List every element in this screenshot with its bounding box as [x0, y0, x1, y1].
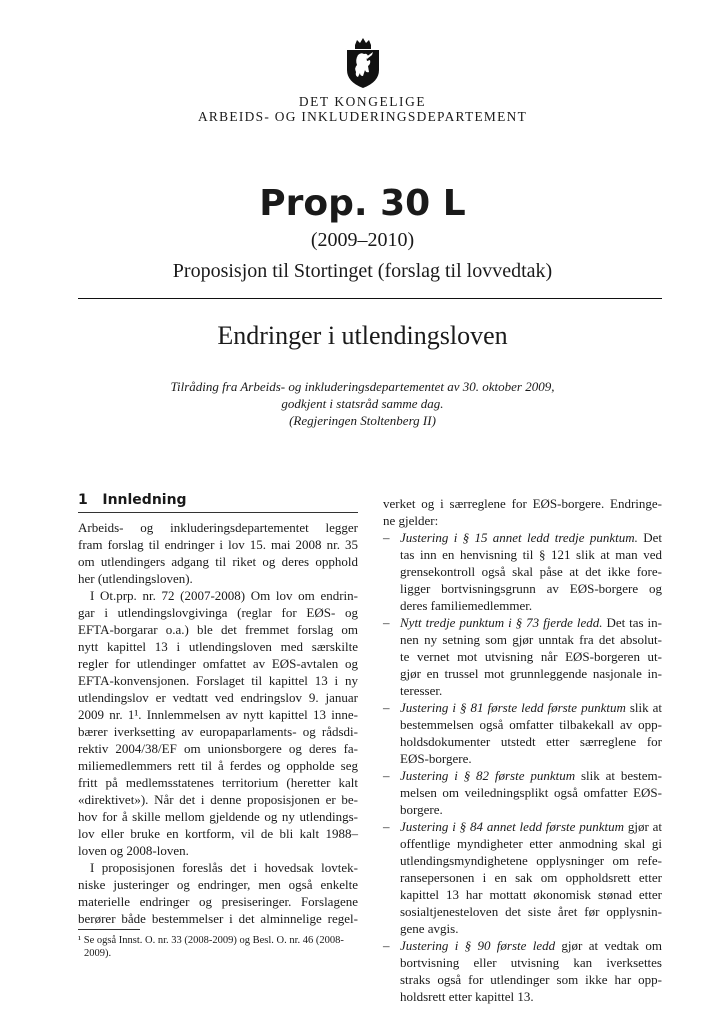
proposition-number: Prop. 30 L [259, 183, 466, 224]
list-item-line: deres familiemedlemmer. [400, 598, 533, 613]
list-item-first-line: Nytt tredje punktum i § 73 fjerde ledd. Det tas in- [400, 615, 662, 630]
body-text-line: rektiv 2004/38/EF om unionsborgere og deres fa- [78, 741, 358, 756]
body-text-line: nytt kapittel 13 i utlendingsloven med særskilte [78, 639, 358, 654]
list-item-line: te vernet mot utvisning når EØS-borgeren ut- [400, 649, 662, 664]
norwegian-coat-of-arms-icon [346, 38, 380, 88]
list-item-line: sosialtjenesteloven det siste året før opplysnin- [400, 904, 662, 919]
section-heading: 1 Innledning [78, 492, 187, 508]
body-text-line: fram forslag til endringer i lov 15. mai 2008 nr. 35 [78, 537, 358, 552]
list-item-line: holdsrett etter kapittel 13. [400, 989, 534, 1004]
department-line-1: DET KONGELIGE [298, 94, 427, 109]
session-years: (2009–2010) [310, 229, 415, 251]
list-item-first-line: Justering i § 81 første ledd første punktum slik at [400, 700, 662, 715]
list-bullet-dash: – [383, 700, 390, 715]
list-bullet-dash: – [383, 615, 390, 630]
list-item-line: ransepersonen i en sak om oppholdsrett etter [400, 870, 662, 885]
body-text-line: fritt på medlemsstatenes territorium (heretter kalt [78, 775, 358, 790]
list-item-first-line: Justering i § 90 første ledd gjør at vedtak om [400, 938, 662, 953]
list-item-first-line: Justering i § 15 annet ledd tredje punktum. Det [400, 530, 662, 545]
body-text-line: hov for å skille mellom gjeldende og ny utlendings- [78, 809, 358, 824]
footnote-rule [78, 929, 140, 930]
list-bullet-dash: – [383, 938, 390, 953]
body-text-line: bærer iverksetting av europaparlaments- og rådsdi- [78, 724, 358, 739]
body-text-line: Arbeids- og inkluderingsdepartementet legger [78, 520, 358, 535]
body-text-line: niske justeringer og endringer, men også enkelte [78, 877, 358, 892]
list-item-line: bestemmelsen også omfatter tilbakekall av opp- [400, 717, 662, 732]
body-text-line: I proposisjonen foreslås det i hovedsak lovtek- [90, 860, 358, 875]
list-item-line: melsen om veiledningsplikt også omfatter EØS- [400, 785, 662, 800]
list-item-line: holdsdokumenter utstedt etter særreglene for [400, 734, 662, 749]
body-text-line: materielle endringer og presiseringer. Forslagene [78, 894, 358, 909]
approval-line-3: (Regjeringen Stoltenberg II) [289, 413, 436, 428]
list-item-line: gene avgis. [400, 921, 459, 936]
approval-line-2: godkjent i statsråd samme dag. [281, 396, 444, 411]
body-text-line: utlendingslov er vedtatt ved endringslov 9. januar [78, 690, 358, 705]
body-text-line: 2009 nr. 1¹. Innlemmelsen av nytt kapittel 13 inne- [78, 707, 358, 722]
list-item-line: bortvisning eller utvisning kan iverksettes [400, 955, 662, 970]
footnote-line-1: ¹ Se også Innst. O. nr. 33 (2008-2009) og Besl. O. nr. 46 (2008- [78, 935, 344, 946]
body-text-line: berører både bestemmelser i det alminnelige regel- [78, 911, 358, 926]
list-item-line: ligger bortvisningsgrunn av EØS-borgere og [400, 581, 662, 596]
list-item-line: offentlige myndigheter etter anmodning skal gi [400, 836, 662, 851]
list-bullet-dash: – [383, 819, 390, 834]
list-item-line: utlendingsmyndighetene opplysninger om refe- [400, 853, 662, 868]
heading-rule [78, 512, 358, 513]
title-divider [78, 298, 662, 299]
list-item-first-line: Justering i § 84 annet ledd første punktum gjør at [400, 819, 662, 834]
body-text-line: lov eller bruke en kortform, vil de bli kalt 1988– [78, 826, 358, 841]
body-text-line: regler for utlendinger omfattet av EØS-avtalen og [78, 656, 358, 671]
list-bullet-dash: – [383, 768, 390, 783]
body-text-line: her (utlendingsloven). [78, 571, 193, 586]
footnote-line-2: 2009). [84, 948, 112, 959]
list-item-line: borgere. [400, 802, 443, 817]
proposition-subtitle: Proposisjon til Stortinget (forslag til lovvedtak) [172, 260, 553, 282]
department-line-2: ARBEIDS- OG INKLUDERINGSDEPARTEMENT [197, 109, 528, 124]
list-item-line: straks også for utlendinger som ikke har opp- [400, 972, 662, 987]
body-text-line: ne gjelder: [383, 513, 439, 528]
list-item-first-line: Justering i § 82 første punktum slik at bestem- [400, 768, 662, 783]
body-text-line: I Ot.prp. nr. 72 (2007-2008) Om lov om endrin- [90, 588, 358, 603]
list-item-line: tas inn en henvisning til § 121 slik at man ved [400, 547, 662, 562]
body-text-line: om utlendingers adgang til riket og deres opphold [78, 554, 358, 569]
body-text-line: loven og 2008-loven. [78, 843, 189, 858]
body-text-line: gar i utlendingslovgivinga (reglar for EØS- og [78, 605, 358, 620]
list-item-line: nen ny setning som gjør unntak fra det absolut- [400, 632, 662, 647]
body-text-line: EFTA-borgarar o.a.) ble det fremmet forslag om [78, 622, 358, 637]
list-item-line: teresser. [400, 683, 443, 698]
body-text-line: miliemedlemmers rett til å ferdes og oppholde seg [78, 758, 358, 773]
list-item-line: gjør en trussel mot grunnleggende nasjonale in- [400, 666, 662, 681]
list-item-line: grensekontroll også skal påse at det ikke fore- [400, 564, 662, 579]
body-text-line: EFTA-konvensjonen. Forslaget til kapittel 13 i ny [78, 673, 358, 688]
document-title: Endringer i utlendingsloven [217, 321, 508, 350]
list-item-line: EØS-borgere. [400, 751, 472, 766]
approval-line-1: Tilråding fra Arbeids- og inkluderingsdepartementet av 30. oktober 2009, [170, 379, 555, 394]
list-item-line: kapittel 13 har mottatt økonomisk stønad etter [400, 887, 662, 902]
body-text-line: «direktivet»). Når det i denne proposisjonen er be- [78, 792, 358, 807]
body-text-line: verket og i særreglene for EØS-borgere. Endringe- [383, 496, 662, 511]
list-bullet-dash: – [383, 530, 390, 545]
